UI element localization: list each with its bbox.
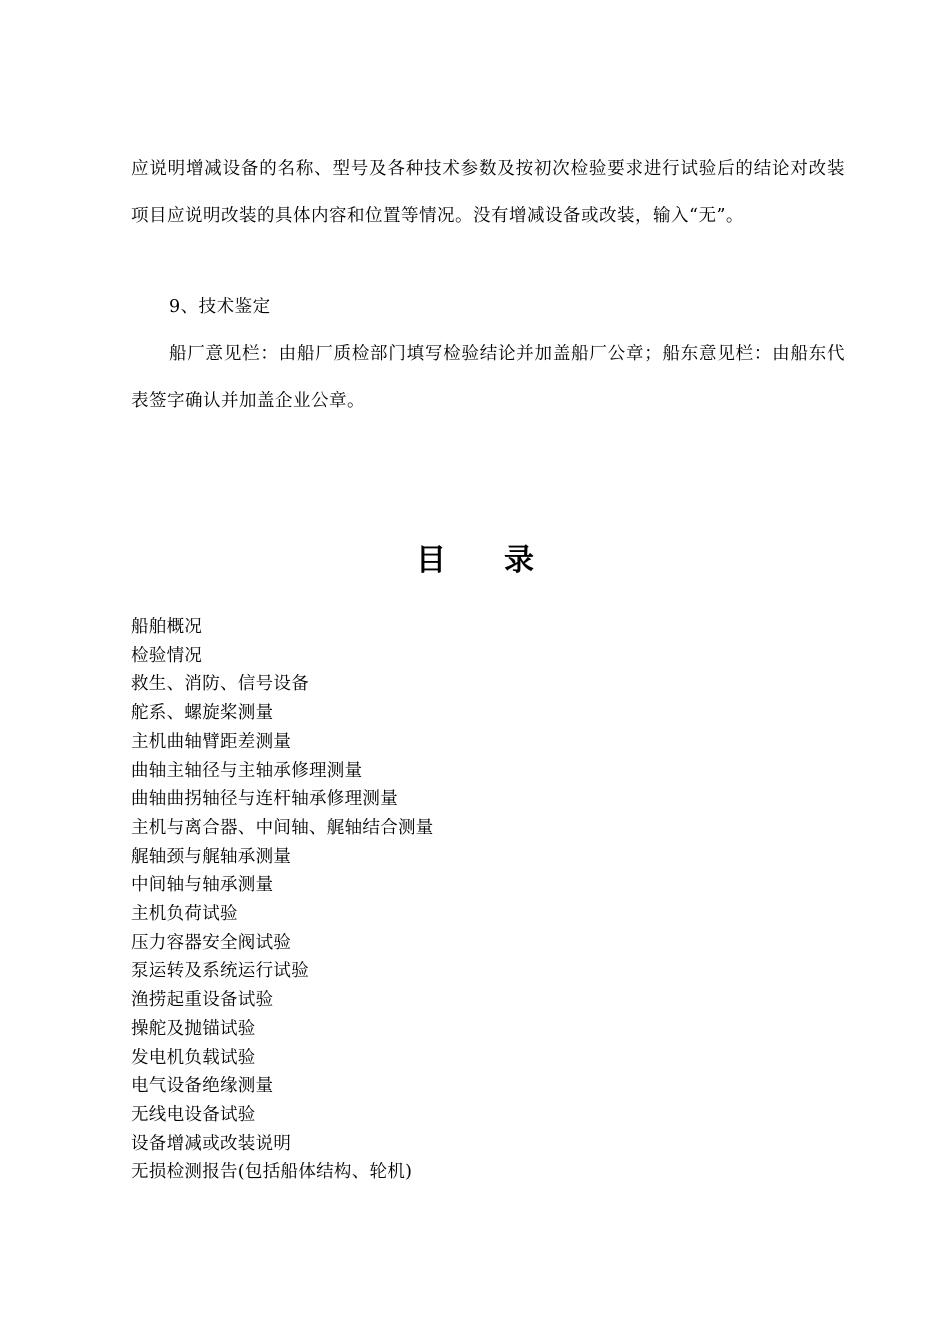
toc-item: 无损检测报告(包括船体结构、轮机) bbox=[131, 1162, 413, 1183]
toc-item: 中间轴与轴承测量 bbox=[131, 875, 274, 896]
toc-title bbox=[0, 538, 950, 584]
toc-item: 泵运转及系统运行试验 bbox=[131, 961, 309, 982]
toc-item: 主机负荷试验 bbox=[131, 904, 238, 925]
toc-item: 设备增减或改装说明 bbox=[131, 1133, 292, 1154]
toc-item: 救生、消防、信号设备 bbox=[131, 674, 309, 695]
toc-item: 船舶概况 bbox=[131, 617, 203, 637]
section-heading-technical-appraisal: 9、技术鉴定 bbox=[169, 297, 271, 317]
toc-title-char-1: 目 bbox=[416, 543, 446, 578]
toc-item: 渔捞起重设备试验 bbox=[131, 990, 274, 1011]
toc-item: 无线电设备试验 bbox=[131, 1104, 256, 1125]
toc-item: 操舵及抛锚试验 bbox=[131, 1018, 256, 1039]
toc-item: 检验情况 bbox=[131, 645, 203, 666]
toc-item: 主机与离合器、中间轴、艉轴结合测量 bbox=[131, 817, 434, 838]
toc-item: 压力容器安全阀试验 bbox=[131, 932, 292, 953]
body-paragraph-equipment-changes: 应说明增减设备的名称、型号及各种技术参数及按初次检验要求进行试验后的结论对改装项目应说明改装的具体内容和位置等情况。没有增减设备或改装，输入“无”。 bbox=[131, 159, 845, 226]
toc-item: 曲轴主轴径与主轴承修理测量 bbox=[131, 760, 363, 781]
toc-list bbox=[131, 613, 831, 1187]
toc-item: 发电机负载试验 bbox=[131, 1047, 256, 1068]
toc-item: 主机曲轴臂距差测量 bbox=[131, 731, 292, 752]
toc-item: 舵系、螺旋桨测量 bbox=[131, 703, 274, 724]
toc-item: 电气设备绝缘测量 bbox=[131, 1076, 274, 1097]
body-paragraph-opinion-columns: 船厂意见栏：由船厂质检部门填写检验结论并加盖船厂公章；船东意见栏：由船东代表签字确认并加盖企业公章。 bbox=[131, 344, 845, 411]
toc-item: 艉轴颈与艉轴承测量 bbox=[131, 846, 292, 867]
toc-title-char-2: 录 bbox=[504, 543, 534, 578]
toc-item: 曲轴曲拐轴径与连杆轴承修理测量 bbox=[131, 789, 398, 810]
